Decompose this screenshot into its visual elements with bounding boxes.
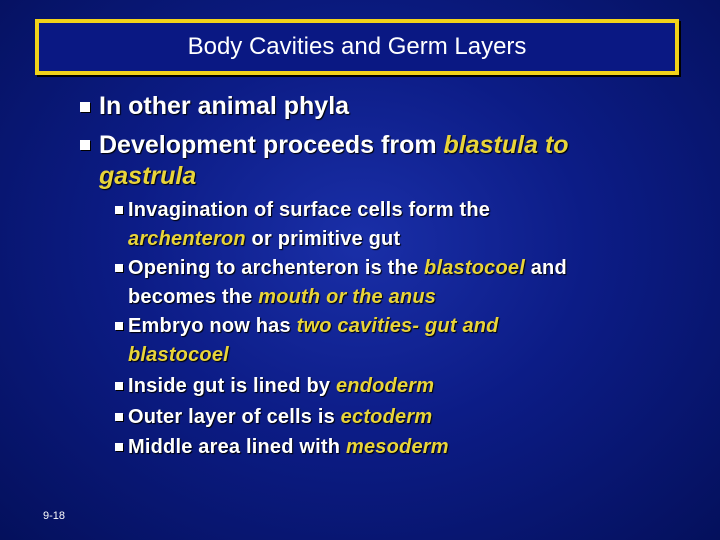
sub-bullet-marker-icon [115, 322, 123, 330]
sub-bullet-text: Invagination of surface cells form the [128, 199, 491, 221]
sub-bullet-item [128, 312, 698, 370]
bullet-marker-icon [80, 102, 90, 112]
sub-bullet-emphasis: blastocoel [424, 257, 525, 279]
bullet-text: Development proceeds from [99, 131, 444, 159]
sub-bullet-text: Outer layer of cells is [128, 406, 341, 428]
sub-bullet-item [128, 254, 698, 312]
bullet-emphasis: blastula to [443, 131, 569, 159]
sub-bullet-emphasis: endoderm [335, 375, 435, 397]
sub-bullet-item [128, 372, 434, 401]
sub-bullet-item [128, 433, 449, 462]
bullet-marker-icon [80, 140, 90, 150]
sub-bullet-item [128, 403, 432, 432]
sub-bullet-text: Inside gut is lined by [128, 375, 336, 397]
sub-bullet-text: Opening to archenteron is the [128, 257, 425, 279]
sub-bullet-text: or primitive gut [245, 228, 401, 250]
sub-bullet-emphasis: mesoderm [345, 436, 449, 458]
bullet-emphasis: gastrula [99, 162, 197, 190]
sub-bullet-text: Embryo now has [128, 315, 297, 337]
sub-bullet-text: becomes the [128, 286, 259, 308]
bullet-text: In other animal phyla [99, 92, 350, 120]
sub-bullet-marker-icon [115, 413, 123, 421]
sub-bullet-text: Middle area lined with [128, 436, 346, 458]
sub-bullet-marker-icon [115, 382, 123, 390]
slide-title: Body Cavities and Germ Layers [187, 33, 527, 60]
bullet-item [99, 130, 699, 192]
sub-bullet-item [128, 196, 698, 254]
sub-bullet-text: and [524, 257, 567, 279]
slide-number: 9-18 [43, 510, 66, 522]
bullet-item [99, 91, 349, 122]
sub-bullet-marker-icon [115, 206, 123, 214]
sub-bullet-marker-icon [115, 443, 123, 451]
sub-bullet-emphasis: archenteron [128, 228, 246, 250]
sub-bullet-emphasis: mouth or the anus [258, 286, 437, 308]
sub-bullet-emphasis: two cavities- gut and [296, 315, 499, 337]
sub-bullet-emphasis: ectoderm [340, 406, 433, 428]
sub-bullet-emphasis: blastocoel [128, 344, 229, 366]
sub-bullet-marker-icon [115, 264, 123, 272]
